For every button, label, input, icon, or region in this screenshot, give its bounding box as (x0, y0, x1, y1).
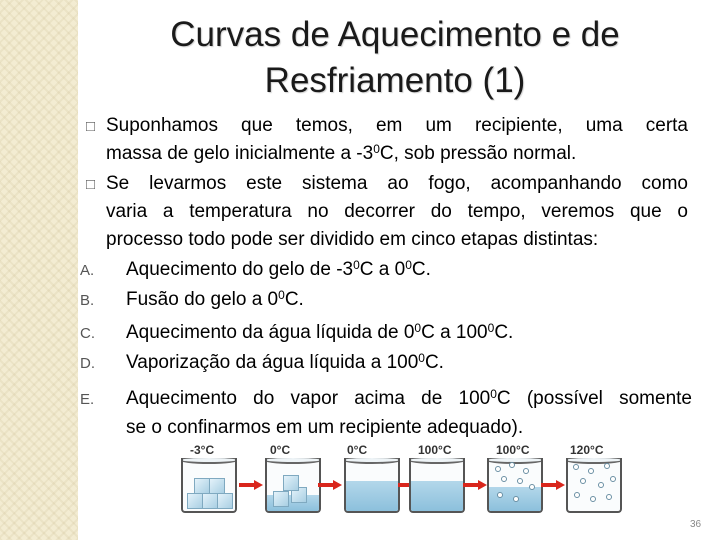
beaker-vapor (566, 458, 622, 513)
list-item-b: B. Fusão do gelo a $0^0C$. (80, 288, 304, 310)
arrow-right-icon (239, 480, 263, 490)
slide-title (90, 12, 700, 104)
temp-label-6: 120°C (570, 443, 604, 457)
bullet-box-icon: □ (86, 176, 96, 193)
temp-label-1: -3°C (190, 443, 215, 457)
temp-label-2: 0°C (270, 443, 291, 457)
list-item-e: E. Aquecimento do vapor acima de $100^0C$ (possível somente se o confinarmos em um recipiente adequado). (80, 387, 692, 438)
beaker-water-0c (344, 458, 400, 513)
list-item-c: C. Aquecimento da água líquida de $0^0C$ a $100^0C$. (80, 321, 514, 343)
bullet-box-icon: □ (86, 118, 96, 135)
decorative-left-band (0, 0, 78, 540)
title-line-2: Resfriamento (1) (264, 61, 526, 100)
bullet-2-line-3: processo todo pode ser dividido em cinco etapas distintas: (106, 229, 599, 250)
temp-label-4: 100°C (418, 443, 452, 457)
bullet-2 (86, 170, 688, 254)
beaker-ice (181, 458, 237, 513)
arrow-right-icon (541, 480, 565, 490)
bullet-1-line-1: Suponhamos que temos, em um recipiente, uma certa (106, 115, 688, 136)
arrow-right-icon (318, 480, 342, 490)
beaker-melting-ice (265, 458, 321, 513)
bullet-1 (86, 112, 688, 168)
arrow-right-icon (463, 480, 487, 490)
beaker-boiling-water (487, 458, 543, 513)
temp-label-5: 100°C (496, 443, 530, 457)
page-number: 36 (690, 519, 702, 530)
title-line-1: Curvas de Aquecimento e de (170, 15, 620, 54)
bullet-2-line-1: Se levarmos este sistema ao fogo, acompanhando como (106, 173, 688, 194)
beaker-water-100c (409, 458, 465, 513)
bullet-2-line-2: varia a temperatura no decorrer do tempo, veremos que o (106, 201, 688, 222)
list-item-a: A. Aquecimento do gelo de $-3^0C$ a $0^0C$. (80, 258, 431, 280)
list-item-d: D. Vaporização da água líquida a $100^0C$. (80, 351, 444, 373)
temp-label-3: 0°C (347, 443, 368, 457)
bullet-1-line-2: massa de gelo inicialmente a $-3^0C$, sob pressão normal. (106, 142, 577, 164)
